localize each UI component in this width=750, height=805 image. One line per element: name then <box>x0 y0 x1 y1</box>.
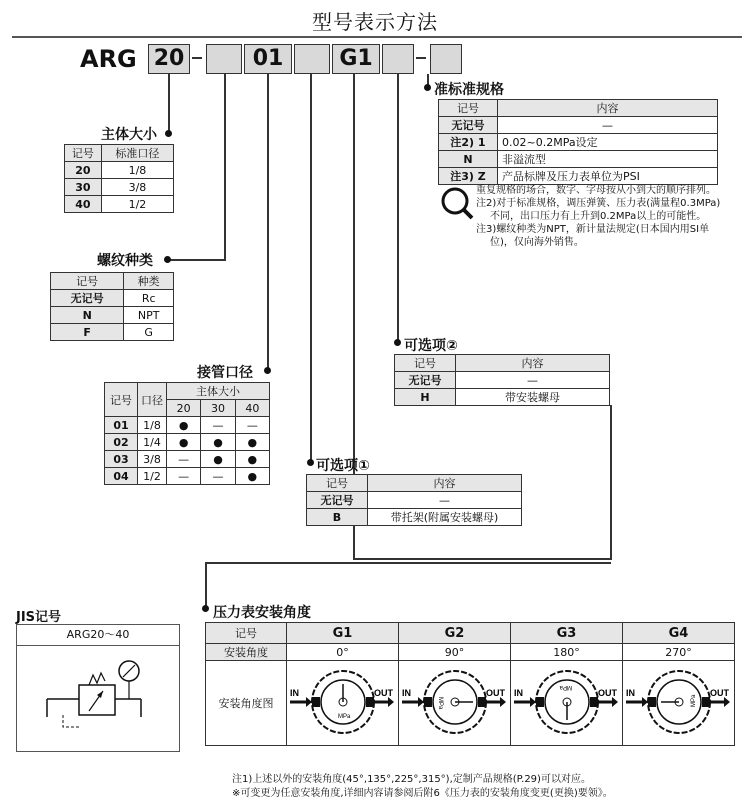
table-cell: 0.02~0.2MPa设定 <box>498 134 718 151</box>
out-arrowhead <box>724 697 730 707</box>
table-cell: 带托架(附属安装螺母) <box>368 509 522 526</box>
connector-gauge-f <box>205 562 611 564</box>
mpa-label: MPa <box>337 713 350 720</box>
table-row <box>65 162 174 179</box>
semi-std-table <box>438 99 718 185</box>
jis-box <box>16 624 180 752</box>
connector-body-size <box>168 74 170 134</box>
model-prefix: ARG <box>80 45 137 73</box>
table-header: 标准口径 <box>101 145 173 162</box>
note-line: 注2)对于标准规格，调压弹簧、压力表(满量程0.3MPa) <box>476 198 721 209</box>
table-cell: 安装角度图 <box>206 661 287 746</box>
table-row <box>105 417 270 434</box>
gauge-figure-g1 <box>287 661 399 746</box>
table-header: 记号 <box>105 383 138 417</box>
table-row <box>307 492 522 509</box>
table-cell: NPT <box>124 307 174 324</box>
table-header: G3 <box>511 623 623 644</box>
connector-port <box>267 74 269 370</box>
connector-dot <box>165 130 172 137</box>
table-cell: ● <box>235 468 269 485</box>
gauge-diagram-icon <box>288 662 398 742</box>
model-box-gauge: G1 <box>332 44 380 74</box>
out-label: OUT <box>709 687 729 698</box>
in-port <box>312 697 320 707</box>
connector-thread-h <box>168 259 226 261</box>
table-cell: N <box>439 151 498 168</box>
connector-dot <box>424 84 431 91</box>
table-cell: ● <box>167 417 201 434</box>
table-cell: — <box>235 417 269 434</box>
table-row <box>65 196 174 213</box>
jis-title: JIS记号 <box>16 610 62 625</box>
note-line: 不同，出口压力有上升到0.2MPa以上的可能性。 <box>490 211 707 222</box>
table-cell: 04 <box>105 468 138 485</box>
table-cell: H <box>395 389 456 406</box>
table-header: G1 <box>287 623 399 644</box>
page-title: 型号表示方法 <box>312 10 438 34</box>
table-cell: — <box>201 417 235 434</box>
table-cell: 注3) Z <box>439 168 498 185</box>
gauge-group <box>657 680 701 724</box>
table-row <box>105 434 270 451</box>
model-box-port: 01 <box>244 44 292 74</box>
table-cell: ● <box>201 451 235 468</box>
connector-dot <box>164 256 171 263</box>
table-cell: 90° <box>399 644 511 661</box>
table-cell: 无记号 <box>51 290 124 307</box>
semi-std-notes <box>476 184 720 249</box>
table-cell: 注2) 1 <box>439 134 498 151</box>
connector-gauge-a <box>353 74 355 94</box>
table-header: 记号 <box>307 475 368 492</box>
table-cell: — <box>368 492 522 509</box>
table-cell: Rc <box>124 290 174 307</box>
table-cell: 1/8 <box>138 417 167 434</box>
port-title: 接管口径 <box>197 365 253 381</box>
title-divider <box>12 36 742 38</box>
table-row <box>395 389 610 406</box>
table-cell: N <box>51 307 124 324</box>
model-box-option1 <box>294 44 330 74</box>
table-row <box>307 509 522 526</box>
table-header: 记号 <box>51 273 124 290</box>
table-row <box>51 324 174 341</box>
gauge-figure-g4 <box>623 661 735 746</box>
table-header: G4 <box>623 623 735 644</box>
table-cell: — <box>456 372 610 389</box>
table-header: 内容 <box>498 100 718 117</box>
table-cell: ● <box>167 434 201 451</box>
table-cell: ● <box>201 434 235 451</box>
table-header: 记号 <box>439 100 498 117</box>
connector-dot <box>307 459 314 466</box>
connector-gauge-d <box>610 405 612 560</box>
note-line: 位)，仅向海外销售。 <box>490 237 584 248</box>
out-port <box>478 697 486 707</box>
table-cell: 02 <box>105 434 138 451</box>
connector-dot <box>394 339 401 346</box>
table-cell: 带安装螺母 <box>456 389 610 406</box>
footnote-1: 注1)上述以外的安装角度(45°,135°,225°,315°),定制产品规格(P.29)可以对应。 <box>232 774 591 785</box>
table-cell: — <box>498 117 718 134</box>
table-header: 20 <box>167 400 201 417</box>
gauge-group <box>545 680 589 724</box>
table-header: G2 <box>399 623 511 644</box>
table-row <box>105 468 270 485</box>
table-row <box>206 661 735 746</box>
table-cell: 1/2 <box>101 196 173 213</box>
table-row <box>105 451 270 468</box>
gauge-figure-g3 <box>511 661 623 746</box>
table-header: 30 <box>201 400 235 417</box>
out-label: OUT <box>597 687 617 698</box>
note-line: 注3)螺纹种类为NPT，新计量法规定(日本国内用SI单 <box>476 224 710 235</box>
in-label: IN <box>401 687 411 698</box>
table-row <box>51 307 174 324</box>
table-cell: 无记号 <box>439 117 498 134</box>
table-header: 记号 <box>65 145 102 162</box>
gauge-group <box>433 680 477 724</box>
jis-label: ARG20～40 <box>17 625 179 646</box>
table-cell: 安装角度 <box>206 644 287 661</box>
dash <box>192 57 202 59</box>
out-port <box>702 697 710 707</box>
gauge-table <box>205 622 735 746</box>
table-cell: 40 <box>65 196 102 213</box>
mpa-label: MPa <box>436 696 443 709</box>
note-line: 重复规格的场合，数字、字母按从小到大的顺序排列。 <box>476 185 716 196</box>
table-cell: 01 <box>105 417 138 434</box>
out-label: OUT <box>485 687 505 698</box>
connector-option2 <box>397 74 399 342</box>
gauge-diagram-icon <box>624 662 734 742</box>
in-label: IN <box>513 687 523 698</box>
table-cell: 1/2 <box>138 468 167 485</box>
table-cell: ● <box>235 451 269 468</box>
in-port <box>536 697 544 707</box>
table-header: 记号 <box>395 355 456 372</box>
table-cell: — <box>167 468 201 485</box>
connector-gauge-c <box>353 558 611 560</box>
gauge-group <box>321 680 365 724</box>
table-cell: 无记号 <box>307 492 368 509</box>
table-cell: — <box>167 451 201 468</box>
connector-option1 <box>310 74 312 462</box>
mpa-label: MPa <box>559 683 572 690</box>
model-box-option2 <box>382 44 414 74</box>
in-label: IN <box>625 687 635 698</box>
table-header: 主体大小 <box>167 383 270 400</box>
table-header: 内容 <box>368 475 522 492</box>
out-arrowhead <box>500 697 506 707</box>
model-box-body-size: 20 <box>148 44 190 74</box>
gauge-figure-g2 <box>399 661 511 746</box>
connector-dot <box>264 367 271 374</box>
dash <box>416 57 426 59</box>
table-header: 40 <box>235 400 269 417</box>
table-cell: F <box>51 324 124 341</box>
thread-table <box>50 272 174 341</box>
out-port <box>366 697 374 707</box>
table-cell: G <box>124 324 174 341</box>
table-cell: — <box>201 468 235 485</box>
gauge-title: 压力表安装角度 <box>213 605 311 621</box>
footnote-2: ※可变更为任意安装角度,详细内容请参阅后附6《压力表的安装角度变更(更换)要领》。 <box>232 788 613 799</box>
table-cell: 20 <box>65 162 102 179</box>
out-label: OUT <box>373 687 393 698</box>
table-cell: 1/8 <box>101 162 173 179</box>
mpa-label: MPa <box>690 694 697 707</box>
table-header: 口径 <box>138 383 167 417</box>
semi-std-title: 准标准规格 <box>434 82 504 98</box>
out-arrowhead <box>388 697 394 707</box>
option2-title: 可选项② <box>404 338 458 354</box>
table-cell: 3/8 <box>101 179 173 196</box>
model-box-thread <box>206 44 242 74</box>
option2-table <box>394 354 610 406</box>
table-row <box>439 134 718 151</box>
table-cell: 产品标牌及压力表单位为PSI <box>498 168 718 185</box>
out-port <box>590 697 598 707</box>
table-cell: 270° <box>623 644 735 661</box>
gauge-diagram-icon <box>512 662 622 742</box>
in-label: IN <box>289 687 299 698</box>
table-row <box>439 151 718 168</box>
table-row <box>206 644 735 661</box>
table-cell: 03 <box>105 451 138 468</box>
table-cell: 1/4 <box>138 434 167 451</box>
table-cell: 3/8 <box>138 451 167 468</box>
table-row <box>439 168 718 185</box>
table-cell: 非溢流型 <box>498 151 718 168</box>
table-cell: 0° <box>287 644 399 661</box>
body-size-title: 主体大小 <box>101 127 157 143</box>
table-cell: 无记号 <box>395 372 456 389</box>
gauge-diagram-icon <box>400 662 510 742</box>
table-row <box>65 179 174 196</box>
table-header: 记号 <box>206 623 287 644</box>
body-size-table <box>64 144 174 213</box>
regulator-symbol-icon <box>37 651 157 747</box>
port-table <box>104 382 270 485</box>
in-port <box>648 697 656 707</box>
connector-dot <box>202 605 209 612</box>
connector-thread <box>224 74 226 260</box>
thread-title: 螺纹种类 <box>97 253 153 269</box>
model-box-semi-std <box>430 44 462 74</box>
table-header: 内容 <box>456 355 610 372</box>
table-cell: 180° <box>511 644 623 661</box>
table-cell: B <box>307 509 368 526</box>
table-row <box>51 290 174 307</box>
option1-title: 可选项① <box>316 458 370 474</box>
table-row <box>439 117 718 134</box>
out-arrowhead <box>612 697 618 707</box>
magnifier-icon <box>440 186 474 220</box>
option1-table <box>306 474 522 526</box>
table-cell: ● <box>235 434 269 451</box>
table-row <box>395 372 610 389</box>
table-header: 种类 <box>124 273 174 290</box>
in-port <box>424 697 432 707</box>
table-cell: 30 <box>65 179 102 196</box>
connector-gauge-e <box>205 562 207 606</box>
